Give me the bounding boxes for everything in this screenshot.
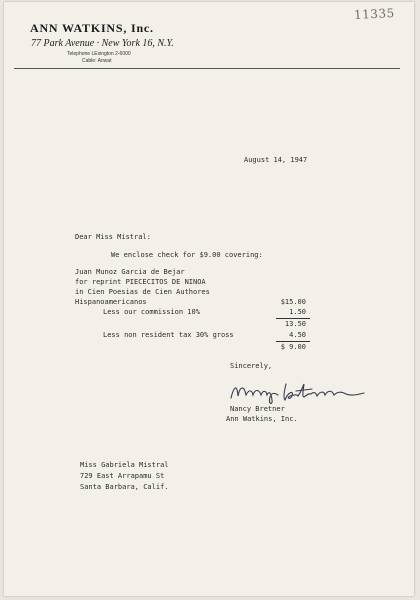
gross-amount: $15.00 <box>280 298 306 306</box>
commission-amount: 1.50 <box>289 308 306 316</box>
signer-name: Nancy Bretner <box>230 405 285 413</box>
signer-company: Ann Watkins, Inc. <box>226 415 298 423</box>
handwritten-signature <box>228 378 378 408</box>
intro-line: We enclose check for $9.00 covering: <box>111 251 263 259</box>
tax-label: Less non resident tax 30% gross <box>103 331 234 339</box>
commission-label: Less our commission 10% <box>103 308 200 316</box>
letter-date: August 14, 1947 <box>244 156 308 164</box>
letter-page <box>4 2 414 596</box>
letterhead-cable: Cable: Anwat <box>82 58 112 64</box>
tax-amount: 4.50 <box>289 331 306 339</box>
item-line: Juan Munoz Garcia de Bejar <box>75 268 185 276</box>
closing: Sincerely, <box>230 362 273 370</box>
subtotal-amount: 13.50 <box>284 320 306 328</box>
recipient-city: Santa Barbara, Calif. <box>80 483 169 491</box>
letterhead-telephone: Telephone LExington 2-6000 <box>67 51 131 57</box>
item-line: for reprint PIECECITOS DE NINOA <box>75 278 206 286</box>
total-amount: $ 9.00 <box>280 343 306 351</box>
recipient-name: Miss Gabriela Mistral <box>80 461 169 469</box>
letterhead-divider <box>14 68 400 69</box>
total-rule <box>276 341 310 342</box>
item-line: in Cien Poesias de Cien Authores <box>75 288 210 296</box>
sum-rule <box>276 318 310 319</box>
letterhead-address: 77 Park Avenue · New York 16, N.Y. <box>31 38 174 49</box>
item-line: Hispanoamericanos <box>75 298 147 306</box>
letterhead-company: ANN WATKINS, Inc. <box>30 21 154 35</box>
archive-number: 11335 <box>353 5 396 23</box>
recipient-street: 729 East Arrapamu St <box>80 472 165 480</box>
salutation: Dear Miss Mistral: <box>75 233 151 241</box>
